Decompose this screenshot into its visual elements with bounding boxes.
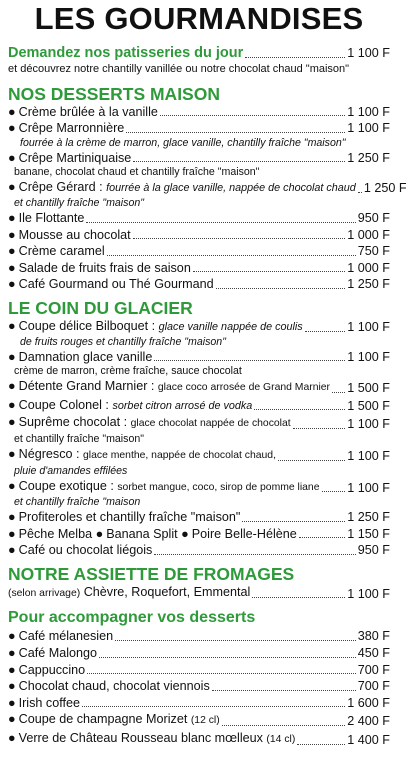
item-quantity: (12 cl) bbox=[190, 715, 220, 727]
bullet-icon: ● bbox=[8, 227, 16, 242]
bullet-icon: ● bbox=[181, 526, 189, 541]
menu-item bbox=[8, 509, 390, 526]
item-name: Irish coffee bbox=[18, 695, 80, 710]
bullet-icon: ● bbox=[8, 662, 16, 677]
bullet-icon: ● bbox=[8, 478, 16, 493]
item-inline-description: glace menthe, nappée de chocolat chaud, bbox=[83, 449, 276, 461]
menu-item bbox=[8, 179, 407, 197]
leader-dots bbox=[293, 428, 346, 429]
menu-item bbox=[8, 243, 390, 260]
item-price: 1 100 F bbox=[347, 104, 390, 119]
menu-item bbox=[8, 446, 390, 465]
item-price: 1 100 F bbox=[347, 319, 390, 334]
leader-dots bbox=[193, 271, 345, 272]
leader-dots bbox=[254, 409, 345, 410]
menu-item bbox=[8, 711, 390, 730]
item-price: 380 F bbox=[357, 629, 390, 644]
item-inline-description: sorbet citron arrosé de vodka bbox=[112, 399, 253, 412]
intro-name: Demandez nos patisseries du jour bbox=[8, 45, 244, 61]
item-price: 1 000 F bbox=[347, 227, 390, 242]
menu-item bbox=[8, 695, 390, 712]
bullet-icon: ● bbox=[8, 415, 16, 430]
leader-dots bbox=[133, 238, 346, 239]
item-price: 1 100 F bbox=[347, 586, 390, 601]
menu-item bbox=[8, 260, 390, 277]
item-quantity: (14 cl) bbox=[266, 734, 296, 746]
leader-dots bbox=[222, 725, 346, 726]
item-description: et chantilly fraîche "maison bbox=[14, 496, 141, 509]
item-name: Chocolat chaud, chocolat viennois bbox=[18, 679, 210, 694]
menu-item bbox=[8, 526, 390, 543]
item-price: 1 000 F bbox=[347, 260, 390, 275]
item-name: Crêpe Gérard : bbox=[18, 180, 103, 195]
bullet-icon: ● bbox=[8, 731, 16, 746]
leader-dots bbox=[299, 537, 346, 538]
item-inline-description: glace vanille nappée de coulis bbox=[158, 320, 303, 333]
bullet-icon: ● bbox=[8, 646, 16, 661]
bullet-icon: ● bbox=[8, 260, 16, 275]
section-fromages-heading: NOTRE ASSIETTE DE FROMAGES bbox=[8, 563, 295, 584]
menu-item bbox=[8, 210, 390, 227]
intro-row bbox=[8, 45, 390, 62]
item-name: Coupe de champagne Morizet bbox=[18, 712, 188, 727]
bullet-icon: ● bbox=[8, 397, 16, 412]
leader-dots bbox=[154, 360, 345, 361]
item-inline-description: sorbet mangue, coco, sirop de pomme liane bbox=[117, 481, 320, 493]
bullet-icon: ● bbox=[8, 379, 16, 394]
menu-item bbox=[8, 584, 390, 603]
menu-item bbox=[8, 478, 390, 497]
section-desserts-heading: NOS DESSERTS MAISON bbox=[8, 83, 220, 104]
item-name: Café mélanesien bbox=[18, 629, 114, 644]
item-name: Verre de Château Rousseau blanc mœlleux bbox=[18, 731, 263, 746]
bullet-icon: ● bbox=[8, 629, 16, 644]
item-name: Pêche Melba bbox=[18, 526, 93, 541]
bullet-icon: ● bbox=[95, 526, 104, 541]
section-accompagner-heading: Pour accompagner vos desserts bbox=[8, 609, 256, 627]
bullet-icon: ● bbox=[8, 446, 16, 461]
item-name: Détente Grand Marnier : bbox=[18, 379, 155, 394]
menu-item bbox=[8, 104, 390, 121]
bullet-icon: ● bbox=[8, 150, 16, 165]
bullet-icon: ● bbox=[8, 543, 16, 558]
leader-dots bbox=[278, 460, 345, 461]
item-name: Crêpe Marronnière bbox=[18, 121, 125, 136]
menu-item bbox=[8, 662, 390, 679]
leader-dots bbox=[133, 161, 345, 162]
leader-dots bbox=[86, 222, 355, 223]
item-price: 1 500 F bbox=[347, 381, 390, 396]
menu-item bbox=[8, 318, 390, 336]
item-price: 1 600 F bbox=[347, 695, 390, 710]
bullet-icon: ● bbox=[8, 695, 16, 710]
leader-dots bbox=[216, 288, 346, 289]
menu-item bbox=[8, 276, 390, 293]
bullet-icon: ● bbox=[8, 121, 16, 136]
item-name: Coupe exotique : bbox=[18, 478, 114, 493]
item-description: et chantilly fraîche "maison" bbox=[14, 432, 144, 445]
menu-item bbox=[8, 414, 390, 433]
bullet-icon: ● bbox=[8, 712, 16, 727]
leader-dots bbox=[305, 331, 346, 332]
item-name: Coupe délice Bilboquet : bbox=[18, 318, 156, 333]
leader-dots bbox=[242, 521, 345, 522]
item-price: 1 400 F bbox=[347, 733, 390, 748]
item-name: Crêpe Martiniquaise bbox=[18, 150, 132, 165]
menu-item bbox=[8, 730, 390, 749]
item-name: Café Malongo bbox=[18, 646, 98, 661]
item-name: Salade de fruits frais de saison bbox=[18, 260, 191, 275]
item-description: fourrée à la crème de marron, glace vanille, chantilly fraîche "maison" bbox=[20, 136, 346, 149]
leader-dots bbox=[154, 554, 355, 555]
item-name: Cappuccino bbox=[18, 662, 86, 677]
menu-item bbox=[8, 542, 390, 559]
item-description: banane, chocolat chaud et chantilly fraîche "maison" bbox=[14, 166, 260, 179]
item-inline-description: glace coco arrosée de Grand Marnier bbox=[157, 382, 331, 394]
leader-dots bbox=[245, 57, 345, 58]
bullet-icon: ● bbox=[8, 277, 16, 292]
item-description: de fruits rouges et chantilly fraîche "maison" bbox=[20, 335, 226, 348]
menu-item bbox=[8, 120, 390, 137]
menu-item bbox=[8, 678, 390, 695]
item-name: Négresco : bbox=[18, 446, 80, 461]
item-inline-description: fourrée à la glace vanille, nappée de chocolat chaud bbox=[106, 182, 356, 195]
leader-dots bbox=[322, 491, 346, 492]
item-name: Ile Flottante bbox=[18, 210, 85, 225]
menu-item bbox=[8, 349, 390, 366]
bullet-icon: ● bbox=[8, 510, 16, 525]
bullet-icon: ● bbox=[8, 244, 16, 259]
item-name: Suprême chocolat : bbox=[18, 415, 128, 430]
bullet-icon: ● bbox=[8, 210, 16, 225]
item-price: 450 F bbox=[357, 646, 390, 661]
item-prefix: (selon arrivage) bbox=[8, 587, 81, 599]
item-price: 1 100 F bbox=[347, 448, 390, 463]
leader-dots bbox=[99, 657, 356, 658]
item-inline-description: glace chocolat nappée de chocolat bbox=[130, 418, 291, 430]
menu-item bbox=[8, 227, 390, 244]
leader-dots bbox=[126, 132, 345, 133]
item-name: Mousse au chocolat bbox=[18, 227, 131, 242]
item-price: 700 F bbox=[357, 679, 390, 694]
item-name: Café ou chocolat liégois bbox=[18, 543, 153, 558]
item-name: Damnation glace vanille bbox=[18, 349, 153, 364]
item-price: 1 100 F bbox=[347, 417, 390, 432]
item-name: Poire Belle-Hélène bbox=[191, 526, 297, 541]
item-price: 1 100 F bbox=[347, 480, 390, 495]
item-description: et chantilly fraîche "maison" bbox=[14, 196, 144, 209]
item-price: 1 100 F bbox=[347, 121, 390, 136]
item-price: 700 F bbox=[357, 662, 390, 677]
leader-dots bbox=[297, 744, 345, 745]
bullet-icon: ● bbox=[8, 679, 16, 694]
leader-dots bbox=[82, 706, 345, 707]
item-price: 1 150 F bbox=[347, 526, 390, 541]
leader-dots bbox=[358, 192, 362, 193]
bullet-icon: ● bbox=[8, 104, 16, 119]
bullet-icon: ● bbox=[8, 526, 16, 541]
item-name: Café Gourmand ou Thé Gourmand bbox=[18, 277, 214, 292]
item-name: Banana Split bbox=[106, 526, 178, 541]
section-glacier-heading: LE COIN DU GLACIER bbox=[8, 297, 193, 318]
leader-dots bbox=[332, 392, 345, 393]
menu-item bbox=[8, 150, 390, 167]
item-price: 750 F bbox=[357, 244, 390, 259]
leader-dots bbox=[212, 690, 356, 691]
intro-desc: et découvrez notre chantilly vanillée ou notre chocolat chaud "maison" bbox=[8, 62, 350, 75]
item-price: 1 250 F bbox=[347, 510, 390, 525]
leader-dots bbox=[107, 255, 356, 256]
leader-dots bbox=[160, 115, 345, 116]
item-price: 1 100 F bbox=[347, 349, 390, 364]
item-price: 1 250 F bbox=[363, 181, 407, 196]
item-description: pluie d'amandes effilées bbox=[14, 464, 128, 477]
item-name: Crème brûlée à la vanille bbox=[18, 104, 158, 119]
item-price: 2 400 F bbox=[347, 714, 390, 729]
page-title: LES GOURMANDISES bbox=[34, 1, 364, 36]
intro-price: 1 100 F bbox=[347, 46, 390, 60]
item-price: 1 500 F bbox=[347, 398, 390, 413]
leader-dots bbox=[115, 640, 356, 641]
item-name: Chèvre, Roquefort, Emmental bbox=[83, 584, 251, 599]
item-name: Coupe Colonel : bbox=[18, 397, 109, 412]
bullet-icon: ● bbox=[8, 349, 16, 364]
item-description: crème de marron, crème fraîche, sauce chocolat bbox=[14, 365, 242, 378]
item-name: Profiteroles et chantilly fraîche "maison" bbox=[18, 510, 241, 525]
item-name: Crème caramel bbox=[18, 244, 105, 259]
menu-item bbox=[8, 397, 390, 415]
leader-dots bbox=[252, 597, 345, 598]
item-price: 950 F bbox=[357, 543, 390, 558]
item-price: 1 250 F bbox=[347, 277, 390, 292]
menu-item bbox=[8, 628, 390, 645]
item-price: 1 250 F bbox=[347, 150, 390, 165]
bullet-icon: ● bbox=[8, 318, 16, 333]
item-price: 950 F bbox=[357, 210, 390, 225]
leader-dots bbox=[87, 673, 356, 674]
bullet-icon: ● bbox=[8, 180, 16, 195]
menu-item bbox=[8, 645, 390, 662]
menu-item bbox=[8, 378, 390, 397]
